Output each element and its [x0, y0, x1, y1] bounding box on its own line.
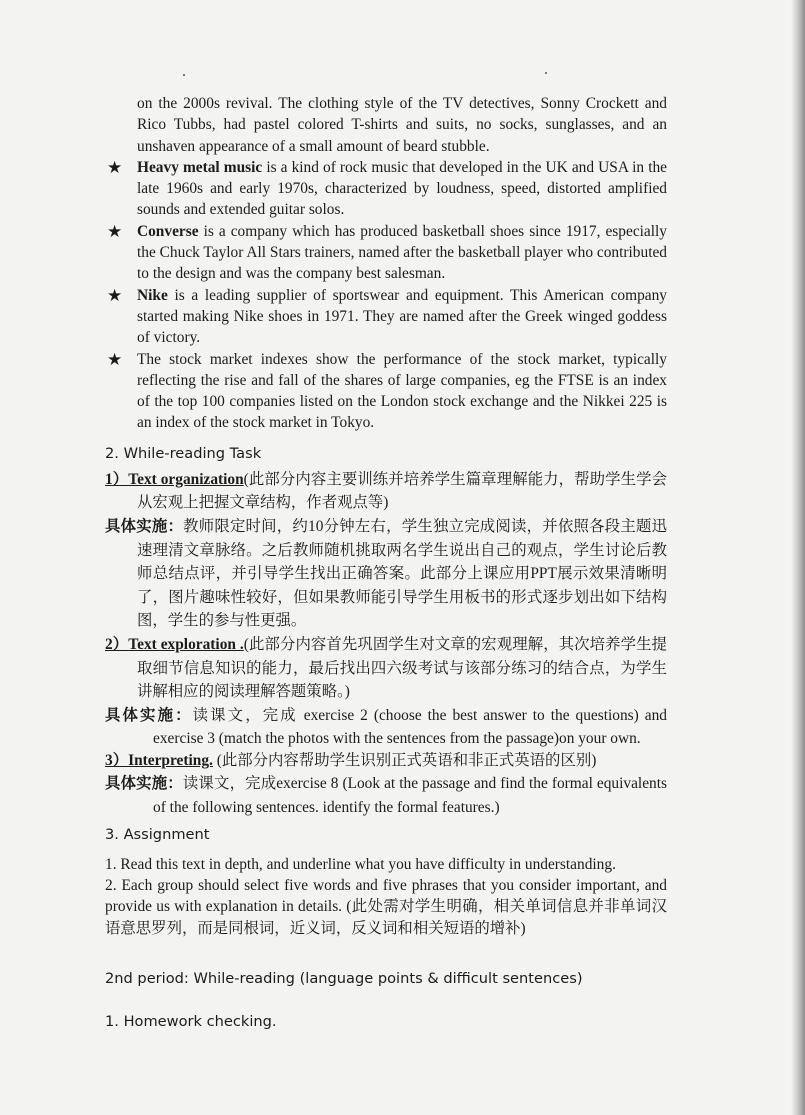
section-heading-assignment: 3. Assignment — [105, 825, 210, 843]
text-exploration: 2）Text exploration .(此部分内容首先巩固学生对文章的宏观理解，其次培养学生提取细节信息知识的能力，最后找出四六级考试与该部分练习的结合点，为学生讲解相应的阅读理解答题策略。) — [105, 635, 667, 701]
assignment-line-2: 2. Each group should select five words and five phrases that you consider important, and provide us with explanation in details. (此处需对学生明确，相关单词信息并非单词汉语意思罗列，而是同根词，近义词，反义词和相关短语的增补) — [105, 877, 667, 937]
bullet-converse: ★ Converse is a company which has produced basketball shoes since 1917, especially the Chuck Taylor All Stars trainers, named after the basketball player who contributed to the design and was the company best salesman. — [107, 221, 667, 283]
star-icon: ★ — [107, 221, 123, 241]
text-organization: 1）Text organization(此部分内容主要训练并培养学生篇章理解能力，帮助学生学会从宏观上把握文章结构，作者观点等) — [105, 470, 667, 512]
section-heading-while-reading: 2. While-reading Task — [105, 444, 262, 462]
star-icon: ★ — [107, 157, 123, 177]
text-organization-impl: 具体实施：教师限定时间，约10分钟左右，学生独立完成阅读，并依照各段主题迅速理清文章脉络。之后教师随机挑取两名学生说出自己的观点，学生讨论后教师总结点评，并引导学生找出正确答案。此部分上课应用PPT展示效果清晰明了，图片趣味性较好，但如果教师能引导学生用板书的形式逐步划出如下结构图，学生的参与性更强。 — [105, 517, 667, 630]
star-icon: ★ — [107, 285, 123, 305]
bullet-stock-market: ★ The stock market indexes show the performance of the stock market, typically reflecting the rise and fall of the shares of large companies, eg the FTSE is an index of the top 100 companies listed on the London stock exchange and the Nikkei 225 is an index of the stock market in Tokyo. — [107, 349, 667, 432]
bullet-intro: on the 2000s revival. The clothing style of the TV detectives, Sonny Crockett and Rico Tubbs, had pastel colored T-shirts and suits, no socks, sunglasses, and an unshaven appearance of a small amount of beard stubble. — [137, 95, 667, 155]
assignment-line-1: 1. Read this text in depth, and underline what you have difficulty in understanding. — [105, 855, 616, 873]
homework-checking: 1. Homework checking. — [105, 1013, 277, 1031]
interpreting: 3）Interpreting. (此部分内容帮助学生识别正式英语和非正式英语的区别) — [105, 752, 597, 770]
bullet-nike: ★ Nike is a leading supplier of sportswear and equipment. This American company started making Nike shoes in 1971. They are named after the Greek winged goddess of victory. — [107, 285, 667, 347]
star-icon: ★ — [107, 349, 123, 369]
bullet-heavy-metal: ★ Heavy metal music is a kind of rock music that developed in the UK and USA in the late 1960s and early 1970s, characterized by loudness, speed, distorted amplified sounds and extended guitar solos. — [107, 157, 667, 219]
period2-heading: 2nd period: While-reading (language points & difficult sentences) — [105, 970, 583, 988]
interpreting-impl: 具体实施：读课文，完成exercise 8 (Look at the passage and find the formal equivalents of the following sentences. identify the formal features.) — [105, 775, 667, 816]
text-exploration-impl: 具体实施：读课文，完成 exercise 2 (choose the best answer to the questions) and exercise 3 (match the photos with the sentences from the passage)on your own. — [105, 706, 667, 747]
